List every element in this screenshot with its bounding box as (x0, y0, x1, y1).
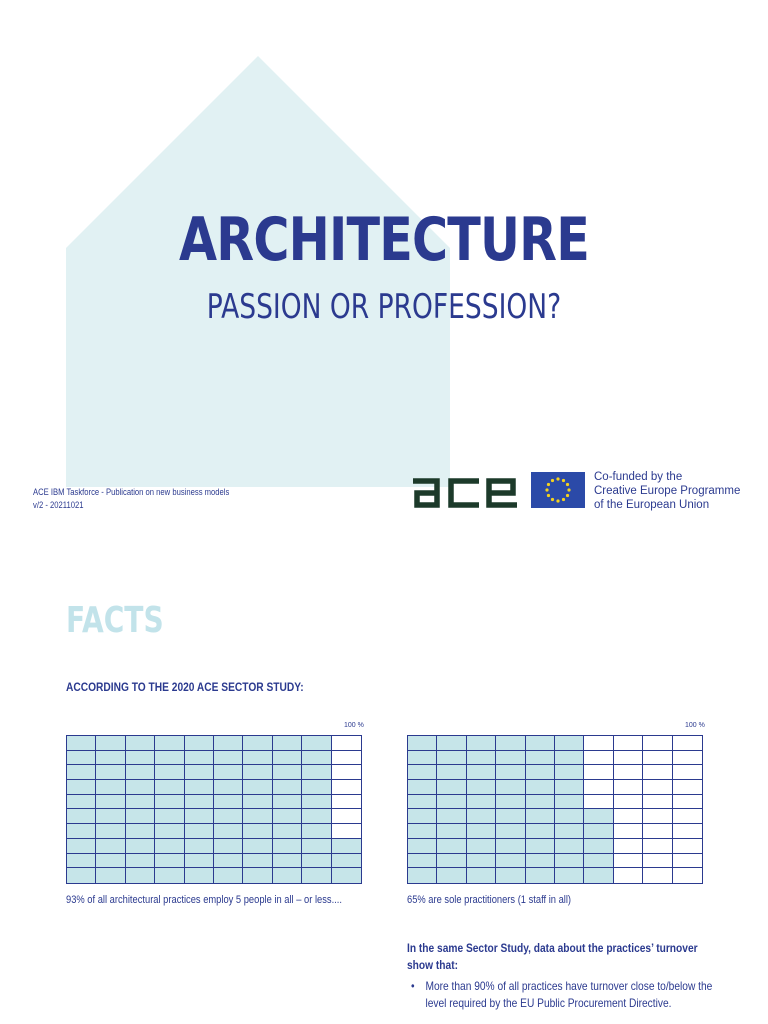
grid-cell-empty (614, 809, 643, 824)
grid-cell-filled (555, 868, 584, 883)
grid-cell-filled (243, 751, 272, 766)
page-subtitle: PASSION OR PROFESSION? (206, 287, 562, 327)
grid-left (66, 735, 362, 884)
grid-cell-filled (302, 736, 331, 751)
publication-meta (33, 486, 229, 512)
grid-cell-filled (273, 736, 302, 751)
grid-cell-empty (584, 795, 613, 810)
grid-cell-filled (496, 839, 525, 854)
eu-star (556, 477, 559, 480)
grid-cell-filled (126, 839, 155, 854)
grid-cell-filled (332, 839, 361, 854)
grid-cell-empty (332, 824, 361, 839)
grid-cell-filled (555, 809, 584, 824)
grid-cell-filled (214, 854, 243, 869)
grid-cell-filled (67, 751, 96, 766)
grid-cell-filled (555, 824, 584, 839)
grid-cell-filled (126, 809, 155, 824)
grid-cell-filled (126, 868, 155, 883)
grid-cell-filled (496, 751, 525, 766)
grid-cell-empty (332, 809, 361, 824)
grid-cell-filled (526, 868, 555, 883)
grid-cell-filled (584, 809, 613, 824)
grid-cell-empty (584, 751, 613, 766)
grid-left-label: 100 % (344, 722, 364, 729)
grid-cell-filled (273, 780, 302, 795)
grid-cell-filled (496, 868, 525, 883)
grid-cell-filled (526, 780, 555, 795)
grid-cell-filled (214, 765, 243, 780)
grid-cell-filled (408, 824, 437, 839)
grid-cell-empty (614, 751, 643, 766)
grid-cell-filled (437, 795, 466, 810)
grid-cell-filled (214, 751, 243, 766)
grid-cell-filled (243, 854, 272, 869)
grid-cell-filled (273, 751, 302, 766)
grid-cell-filled (302, 795, 331, 810)
grid-cell-filled (185, 736, 214, 751)
grid-cell-empty (643, 809, 672, 824)
eu-star (562, 479, 565, 482)
grid-cell-filled (67, 824, 96, 839)
grid-cell-filled (96, 751, 125, 766)
grid-cell-empty (643, 868, 672, 883)
grid-cell-filled (302, 824, 331, 839)
grid-cell-filled (555, 751, 584, 766)
grid-cell-empty (673, 780, 702, 795)
grid-cell-filled (467, 795, 496, 810)
grid-cell-filled (408, 839, 437, 854)
grid-cell-filled (126, 824, 155, 839)
grid-cell-filled (155, 736, 184, 751)
eu-line-2: Creative Europe Programme (594, 485, 741, 497)
grid-cell-empty (643, 751, 672, 766)
bullet-marker: • (411, 979, 415, 993)
grid-cell-filled (155, 780, 184, 795)
grid-cell-filled (437, 824, 466, 839)
grid-cell-filled (302, 751, 331, 766)
grid-right-label: 100 % (685, 722, 705, 729)
grid-cell-filled (185, 824, 214, 839)
eu-star (551, 498, 554, 501)
grid-cell-empty (614, 868, 643, 883)
grid-cell-filled (67, 839, 96, 854)
grid-cell-filled (408, 751, 437, 766)
grid-cell-filled (555, 765, 584, 780)
grid-cell-filled (96, 809, 125, 824)
grid-cell-filled (273, 795, 302, 810)
grid-cell-filled (584, 824, 613, 839)
grid-cell-filled (214, 780, 243, 795)
grid-cell-filled (467, 854, 496, 869)
study-heading: ACCORDING TO THE 2020 ACE SECTOR STUDY: (66, 680, 304, 694)
grid-cell-filled (67, 854, 96, 869)
grid-cell-filled (526, 795, 555, 810)
grid-cell-filled (408, 736, 437, 751)
grid-cell-filled (273, 824, 302, 839)
grid-cell-empty (614, 795, 643, 810)
grid-cell-filled (185, 751, 214, 766)
grid-cell-filled (437, 809, 466, 824)
meta-line-1: ACE IBM Taskforce - Publication on new business models (33, 487, 230, 497)
grid-cell-empty (332, 765, 361, 780)
grid-cell-filled (243, 780, 272, 795)
grid-cell-filled (185, 780, 214, 795)
facts-heading: FACTS (66, 600, 164, 641)
grid-cell-filled (155, 795, 184, 810)
grid-cell-empty (673, 809, 702, 824)
grid-cell-filled (496, 736, 525, 751)
grid-cell-filled (96, 839, 125, 854)
grid-cell-filled (496, 854, 525, 869)
grid-cell-filled (243, 736, 272, 751)
grid-cell-filled (555, 839, 584, 854)
grid-cell-filled (67, 795, 96, 810)
eu-star (547, 483, 550, 486)
grid-cell-empty (673, 795, 702, 810)
grid-cell-empty (584, 780, 613, 795)
grid-cell-empty (643, 854, 672, 869)
grid-cell-filled (67, 780, 96, 795)
grid-cell-filled (96, 780, 125, 795)
eu-star (566, 494, 569, 497)
grid-cell-filled (467, 824, 496, 839)
eu-flag (531, 472, 585, 508)
grid-cell-filled (273, 868, 302, 883)
grid-cell-empty (673, 765, 702, 780)
grid-cell-filled (126, 751, 155, 766)
grid-cell-filled (214, 824, 243, 839)
ace-logo (409, 471, 521, 511)
grid-cell-filled (273, 854, 302, 869)
grid-cell-filled (155, 854, 184, 869)
grid-cell-filled (185, 765, 214, 780)
eu-funding-statement (594, 470, 740, 512)
grid-cell-filled (126, 795, 155, 810)
grid-cell-empty (673, 868, 702, 883)
grid-cell-filled (185, 839, 214, 854)
grid-cell-empty (584, 765, 613, 780)
grid-cell-filled (302, 765, 331, 780)
grid-cell-filled (302, 868, 331, 883)
grid-cell-empty (673, 854, 702, 869)
grid-cell-filled (96, 795, 125, 810)
grid-cell-filled (408, 809, 437, 824)
eu-star (545, 488, 548, 491)
eu-line-1: Co-funded by the (594, 471, 683, 483)
grid-cell-filled (273, 839, 302, 854)
grid-cell-filled (126, 765, 155, 780)
grid-cell-empty (643, 824, 672, 839)
grid-cell-empty (643, 839, 672, 854)
grid-cell-filled (332, 868, 361, 883)
grid-cell-filled (526, 765, 555, 780)
grid-cell-filled (214, 795, 243, 810)
grid-cell-filled (437, 765, 466, 780)
eu-star (547, 494, 550, 497)
grid-cell-filled (526, 736, 555, 751)
grid-cell-filled (155, 809, 184, 824)
grid-cell-filled (467, 751, 496, 766)
grid-cell-filled (437, 736, 466, 751)
grid-cell-filled (496, 780, 525, 795)
grid-cell-filled (214, 809, 243, 824)
grid-cell-filled (555, 780, 584, 795)
grid-cell-filled (437, 839, 466, 854)
grid-cell-filled (185, 868, 214, 883)
grid-cell-empty (614, 854, 643, 869)
grid-cell-filled (526, 824, 555, 839)
page-title: ARCHITECTURE (179, 205, 589, 275)
grid-cell-filled (437, 854, 466, 869)
grid-cell-empty (614, 824, 643, 839)
grid-cell-empty (673, 839, 702, 854)
grid-cell-empty (643, 780, 672, 795)
grid-cell-empty (332, 795, 361, 810)
grid-cell-filled (584, 854, 613, 869)
grid-cell-filled (67, 736, 96, 751)
grid-cell-filled (96, 868, 125, 883)
grid-cell-filled (467, 809, 496, 824)
grid-cell-empty (673, 751, 702, 766)
grid-cell-filled (526, 751, 555, 766)
grid-cell-filled (584, 868, 613, 883)
grid-cell-filled (555, 795, 584, 810)
grid-cell-filled (67, 809, 96, 824)
grid-cell-empty (643, 736, 672, 751)
grid-cell-filled (526, 839, 555, 854)
grid-cell-filled (126, 736, 155, 751)
grid-cell-filled (96, 736, 125, 751)
grid-cell-filled (467, 765, 496, 780)
grid-cell-filled (96, 765, 125, 780)
grid-cell-empty (332, 751, 361, 766)
grid-cell-filled (155, 839, 184, 854)
grid-cell-filled (126, 854, 155, 869)
grid-cell-filled (496, 809, 525, 824)
grid-cell-filled (408, 780, 437, 795)
grid-cell-filled (526, 854, 555, 869)
grid-cell-filled (243, 824, 272, 839)
grid-cell-filled (243, 868, 272, 883)
grid-cell-filled (467, 868, 496, 883)
grid-cell-filled (408, 854, 437, 869)
grid-cell-filled (273, 809, 302, 824)
grid-left-caption: 93% of all architectural practices employ 5 people in all – or less.... (66, 894, 342, 906)
grid-cell-filled (496, 795, 525, 810)
grid-cell-filled (467, 780, 496, 795)
grid-cell-filled (155, 751, 184, 766)
grid-cell-filled (467, 736, 496, 751)
grid-cell-filled (126, 780, 155, 795)
eu-star (566, 483, 569, 486)
grid-cell-empty (673, 736, 702, 751)
grid-cell-filled (302, 854, 331, 869)
grid-cell-empty (614, 839, 643, 854)
grid-cell-filled (96, 824, 125, 839)
eu-star (556, 499, 559, 502)
grid-cell-filled (243, 809, 272, 824)
grid-cell-filled (214, 868, 243, 883)
grid-cell-empty (332, 736, 361, 751)
grid-cell-filled (555, 854, 584, 869)
grid-cell-filled (437, 751, 466, 766)
grid-cell-filled (437, 780, 466, 795)
grid-cell-filled (408, 765, 437, 780)
grid-cell-filled (155, 868, 184, 883)
grid-cell-empty (614, 736, 643, 751)
bullet-text: More than 90% of all practices have turnover close to/below the level required by the EU Public Procurement Directive. (425, 979, 713, 1010)
grid-cell-empty (614, 765, 643, 780)
eu-star (562, 498, 565, 501)
grid-cell-empty (332, 780, 361, 795)
grid-cell-filled (155, 824, 184, 839)
eu-star (567, 488, 570, 491)
grid-cell-filled (96, 854, 125, 869)
grid-cell-filled (302, 809, 331, 824)
grid-cell-filled (526, 809, 555, 824)
turnover-intro: In the same Sector Study, data about the practices’ turnover show that: (407, 941, 698, 972)
grid-cell-filled (555, 736, 584, 751)
grid-cell-filled (243, 839, 272, 854)
grid-cell-filled (332, 854, 361, 869)
grid-cell-filled (408, 795, 437, 810)
grid-cell-filled (214, 736, 243, 751)
grid-cell-empty (584, 736, 613, 751)
grid-right-caption: 65% are sole practitioners (1 staff in all) (407, 894, 572, 906)
grid-cell-filled (67, 868, 96, 883)
grid-cell-filled (185, 809, 214, 824)
grid-cell-filled (185, 854, 214, 869)
grid-cell-filled (302, 780, 331, 795)
grid-cell-filled (243, 795, 272, 810)
grid-cell-filled (243, 765, 272, 780)
grid-cell-empty (643, 765, 672, 780)
grid-cell-filled (67, 765, 96, 780)
grid-cell-filled (496, 824, 525, 839)
grid-cell-empty (673, 824, 702, 839)
grid-cell-filled (185, 795, 214, 810)
eu-stars-icon (531, 472, 585, 508)
eu-star (551, 479, 554, 482)
eu-line-3: of the European Union (594, 499, 710, 511)
grid-cell-filled (584, 839, 613, 854)
grid-cell-filled (437, 868, 466, 883)
grid-cell-filled (467, 839, 496, 854)
grid-cell-filled (408, 868, 437, 883)
grid-cell-empty (643, 795, 672, 810)
grid-cell-empty (614, 780, 643, 795)
grid-cell-filled (273, 765, 302, 780)
grid-right (407, 735, 703, 884)
grid-cell-filled (302, 839, 331, 854)
grid-cell-filled (155, 765, 184, 780)
grid-cell-filled (496, 765, 525, 780)
grid-cell-filled (214, 839, 243, 854)
meta-line-2: v/2 - 20211021 (33, 500, 84, 510)
